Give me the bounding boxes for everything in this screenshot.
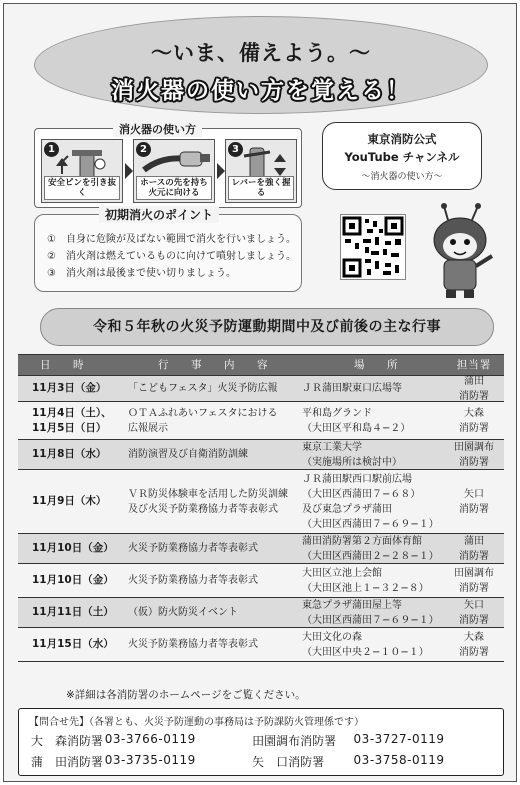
event-place: 大田区立池上会館 （大田区池上１−３２−８） — [302, 567, 429, 594]
event-place: ＪＲ蒲田駅東口広場等 — [302, 383, 402, 394]
list-item: ③ 消火剤は最後まで使い切りましょう。 — [47, 268, 236, 279]
usage-title: 消火器の使い方 — [113, 121, 202, 137]
step-caption: レバーを強く握る — [228, 176, 294, 200]
youtube-line1: 東京消防公式 — [367, 132, 437, 146]
event-office: 田園調布 消防署 — [454, 567, 494, 594]
qr-code-icon[interactable] — [340, 214, 406, 280]
event-office: 矢口 消防署 — [459, 599, 489, 626]
title-banner — [34, 16, 488, 114]
event-name: （仮）防火防災イベント — [128, 607, 238, 618]
table-row — [18, 469, 504, 533]
table-row — [18, 627, 504, 661]
table-row — [18, 439, 504, 469]
flyer-page — [3, 3, 517, 782]
step-number: 3 — [228, 142, 243, 157]
event-name: 「こどもフェスタ」火災予防広報 — [128, 383, 278, 394]
event-name: ＶＲ防災体験車を活用した防災訓練 及び火災予防業務協力者等表彰式 — [128, 488, 288, 515]
event-date: 11月3日（金） — [32, 382, 107, 394]
event-office: 蒲田 消防署 — [459, 535, 489, 562]
event-date: 11月15日（水） — [32, 638, 114, 650]
usage-step-1 — [41, 139, 123, 203]
contact-heading: 【問合せ先】（各署とも、火災予防運動の事務局は予防課防火管理係です） — [29, 717, 364, 728]
event-date: 11月10日（金） — [32, 574, 114, 586]
office-phone: 03-3735-0119 — [104, 753, 196, 767]
initial-firefighting-points — [34, 208, 302, 292]
step-number: 1 — [44, 142, 59, 157]
event-place: 平和島グランド （大田区平和島４−２） — [302, 407, 411, 434]
contact-box — [18, 708, 504, 776]
event-date: 11月9日（木） — [32, 495, 107, 507]
step-arrow-icon — [217, 163, 225, 179]
event-place: 大田文化の森 （大田区中央２−１０−１） — [302, 631, 429, 658]
event-date: 11月8日（水） — [32, 448, 107, 460]
list-item: ① 自身に危険が及ばない範囲で消火を行いましょう。 — [47, 234, 296, 245]
youtube-line2: YouTube チャンネル — [344, 150, 460, 164]
event-place: 東京工業大学 （実施場所は検討中） — [302, 441, 402, 468]
contact-row — [31, 753, 501, 770]
youtube-line3: ～消火器の使い方～ — [361, 172, 443, 182]
table-row — [18, 401, 504, 439]
event-office: 田園調布 消防署 — [454, 441, 494, 468]
usage-step-2 — [133, 139, 215, 203]
points-list — [47, 231, 296, 282]
header-place: 場 所 — [354, 358, 404, 371]
table-row — [18, 597, 504, 627]
step-caption: ホースの先を持ち 火元に向ける — [136, 176, 212, 200]
usage-step-3 — [225, 139, 297, 203]
event-name: ＯＴＡふれあいフェスタにおける 広報展示 — [128, 407, 278, 434]
step-caption: 安全ピンを引き抜く — [44, 176, 120, 200]
contact-row — [31, 732, 501, 749]
event-date: 11月10日（金） — [32, 542, 114, 554]
events-title: 令和５年秋の火災予防運動期間中及び前後の主な行事 — [40, 308, 494, 346]
office-phone: 03-3758-0119 — [353, 753, 445, 767]
event-office: 矢口 消防署 — [459, 488, 489, 515]
step-arrow-icon — [125, 163, 133, 179]
event-date: 11月4日（土）、 11月5日（日） — [32, 406, 112, 434]
event-place: 蒲田消防署第２方面体育館 （大田区西蒲田２−２８−１） — [302, 535, 439, 562]
office-name: 大 森消防署 — [31, 734, 104, 748]
office-phone: 03-3766-0119 — [104, 732, 196, 746]
event-date: 11月11日（土） — [32, 606, 114, 618]
office-phone: 03-3727-0119 — [353, 732, 445, 746]
event-name: 火災予防業務協力者等表彰式 — [128, 575, 258, 586]
events-table — [18, 354, 504, 662]
table-row — [18, 375, 504, 401]
header-office: 担当署 — [456, 358, 492, 371]
extinguisher-usage-box — [34, 123, 302, 208]
list-item: ② 消火剤は燃えているものに向けて噴射しましょう。 — [47, 251, 296, 262]
event-name: 火災予防業務協力者等表彰式 — [128, 639, 258, 650]
event-office: 大森 消防署 — [459, 631, 489, 658]
table-header — [18, 355, 504, 375]
banner-subtitle: ～いま、備えよう。～ — [151, 41, 371, 65]
event-office: 大森 消防署 — [459, 407, 489, 434]
office-name: 矢 口消防署 — [252, 755, 325, 769]
step-number: 2 — [136, 142, 151, 157]
event-name: 消防演習及び自衛消防訓練 — [128, 449, 248, 460]
banner-title: 消火器の使い方を覚える！ — [111, 78, 411, 104]
points-title: 初期消火のポイント — [99, 206, 219, 223]
office-name: 蒲 田消防署 — [31, 755, 104, 769]
event-office: 蒲田 消防署 — [459, 375, 489, 402]
table-row — [18, 533, 504, 563]
header-date: 日 時 — [40, 358, 90, 371]
table-body — [18, 375, 504, 661]
office-name: 田園調布消防署 — [252, 734, 337, 748]
event-place: 東急プラザ蒲田屋上等 （大田区西蒲田７−６９−１） — [302, 599, 439, 626]
table-row — [18, 563, 504, 597]
details-note: ※詳細は各消防署のホームページをご覧ください。 — [66, 689, 306, 701]
event-name: 火災予防業務協力者等表彰式 — [128, 543, 258, 554]
youtube-channel-callout — [322, 122, 482, 190]
header-event: 行 事 内 容 — [158, 358, 274, 371]
firefighter-mascot-icon — [422, 202, 500, 302]
event-place: ＪＲ蒲田駅西口駅前広場 （大田区西蒲田７−６８） 及び東急プラザ蒲田 （大田区西蒲田７−６９−１） — [302, 473, 439, 530]
